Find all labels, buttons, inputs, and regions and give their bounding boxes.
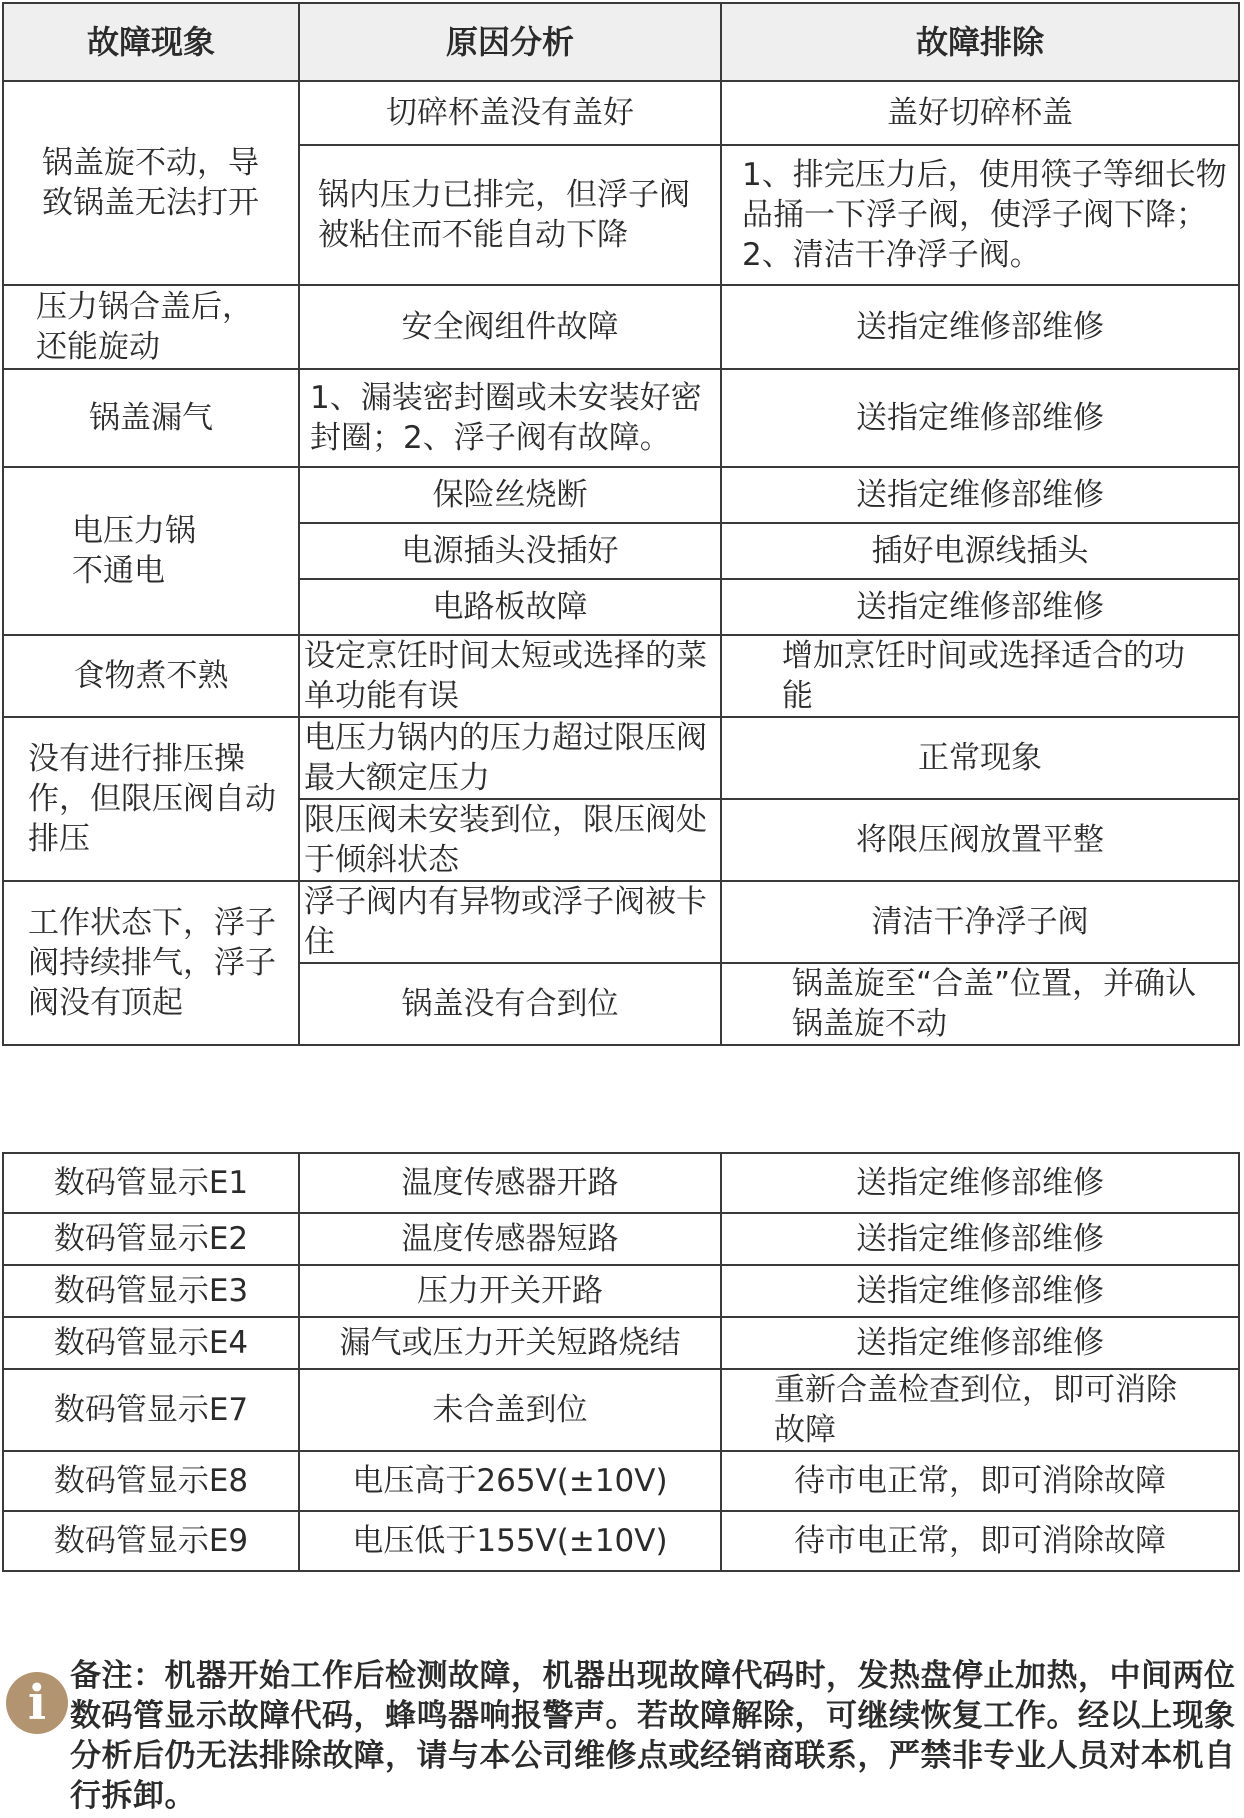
fix-cell: 盖好切碎杯盖 bbox=[721, 81, 1239, 145]
cause-cell: 电压力锅内的压力超过限压阀最大额定压力 bbox=[299, 717, 721, 799]
table-row bbox=[3, 285, 1239, 369]
table-row bbox=[3, 1451, 1239, 1511]
cause-cell: 漏气或压力开关短路烧结 bbox=[299, 1317, 721, 1369]
fix-cell: 将限压阀放置平整 bbox=[721, 799, 1239, 881]
info-icon: i bbox=[6, 1672, 68, 1734]
code-cell: 数码管显示E3 bbox=[3, 1265, 299, 1317]
remark-text: 备注：机器开始工作后检测故障，机器出现故障代码时，发热盘停止加热，中间两位数码管显示故障代码，蜂鸣器响报警声。若故障解除，可继续恢复工作。经以上现象分析后仍无法排除故障，请与本公司维修点或经销商联系，严禁非专业人员对本机自行拆卸。 bbox=[70, 1658, 1236, 1814]
fix-cell: 清洁干净浮子阀 bbox=[721, 881, 1239, 963]
fix-cell: 送指定维修部维修 bbox=[721, 1317, 1239, 1369]
fix-cell: 待市电正常，即可消除故障 bbox=[721, 1451, 1239, 1511]
header-fix: 故障排除 bbox=[721, 3, 1239, 81]
error-code-table bbox=[2, 1152, 1240, 1572]
cause-cell: 设定烹饪时间太短或选择的菜单功能有误 bbox=[299, 635, 721, 717]
fix-cell: 送指定维修部维修 bbox=[721, 467, 1239, 523]
fix-cell: 增加烹饪时间或选择适合的功能 bbox=[721, 635, 1239, 717]
table-row bbox=[3, 1265, 1239, 1317]
symptom-cell: 工作状态下，浮子阀持续排气，浮子阀没有顶起 bbox=[3, 881, 299, 1045]
fix-cell: 重新合盖检查到位，即可消除故障 bbox=[721, 1369, 1239, 1451]
table-row bbox=[3, 369, 1239, 467]
fix-cell: 送指定维修部维修 bbox=[721, 1265, 1239, 1317]
cause-cell: 温度传感器短路 bbox=[299, 1213, 721, 1265]
header-row bbox=[3, 3, 1239, 81]
fix-cell: 送指定维修部维修 bbox=[721, 285, 1239, 369]
table-row bbox=[3, 1317, 1239, 1369]
table-row bbox=[3, 1369, 1239, 1451]
table-row bbox=[3, 1153, 1239, 1213]
troubleshooting-table bbox=[2, 2, 1240, 1046]
header-symptom: 故障现象 bbox=[3, 3, 299, 81]
cause-cell: 电压低于155V(±10V) bbox=[299, 1511, 721, 1571]
code-cell: 数码管显示E2 bbox=[3, 1213, 299, 1265]
cause-cell: 温度传感器开路 bbox=[299, 1153, 721, 1213]
cause-cell: 浮子阀内有异物或浮子阀被卡住 bbox=[299, 881, 721, 963]
header-cause: 原因分析 bbox=[299, 3, 721, 81]
code-cell: 数码管显示E9 bbox=[3, 1511, 299, 1571]
cause-cell: 1、漏装密封圈或未安装好密封圈；2、浮子阀有故障。 bbox=[299, 369, 721, 467]
cause-cell: 安全阀组件故障 bbox=[299, 285, 721, 369]
fix-cell: 送指定维修部维修 bbox=[721, 1153, 1239, 1213]
fix-cell: 送指定维修部维修 bbox=[721, 579, 1239, 635]
symptom-cell: 电压力锅不通电 bbox=[3, 467, 299, 635]
cause-cell: 电源插头没插好 bbox=[299, 523, 721, 579]
table-row bbox=[3, 1213, 1239, 1265]
symptom-cell: 压力锅合盖后，还能旋动 bbox=[3, 285, 299, 369]
fix-cell: 插好电源线插头 bbox=[721, 523, 1239, 579]
symptom-cell: 没有进行排压操作，但限压阀自动排压 bbox=[3, 717, 299, 881]
cause-cell: 限压阀未安装到位，限压阀处于倾斜状态 bbox=[299, 799, 721, 881]
code-cell: 数码管显示E8 bbox=[3, 1451, 299, 1511]
fix-cell: 锅盖旋至“合盖”位置，并确认锅盖旋不动 bbox=[721, 963, 1239, 1045]
code-cell: 数码管显示E7 bbox=[3, 1369, 299, 1451]
table-row bbox=[3, 881, 1239, 963]
code-cell: 数码管显示E4 bbox=[3, 1317, 299, 1369]
fix-cell: 正常现象 bbox=[721, 717, 1239, 799]
cause-cell: 锅内压力已排完，但浮子阀被粘住而不能自动下降 bbox=[299, 145, 721, 285]
symptom-cell: 锅盖漏气 bbox=[3, 369, 299, 467]
cause-cell: 保险丝烧断 bbox=[299, 467, 721, 523]
symptom-cell: 食物煮不熟 bbox=[3, 635, 299, 717]
cause-cell: 压力开关开路 bbox=[299, 1265, 721, 1317]
code-cell: 数码管显示E1 bbox=[3, 1153, 299, 1213]
cause-cell: 未合盖到位 bbox=[299, 1369, 721, 1451]
cause-cell: 锅盖没有合到位 bbox=[299, 963, 721, 1045]
fix-cell: 1、排完压力后，使用筷子等细长物品捅一下浮子阀，使浮子阀下降；2、清洁干净浮子阀。 bbox=[721, 145, 1239, 285]
symptom-cell: 锅盖旋不动，导致锅盖无法打开 bbox=[3, 81, 299, 285]
table-row bbox=[3, 467, 1239, 523]
cause-cell: 电压高于265V(±10V) bbox=[299, 1451, 721, 1511]
cause-cell: 切碎杯盖没有盖好 bbox=[299, 81, 721, 145]
cause-cell: 电路板故障 bbox=[299, 579, 721, 635]
fix-cell: 待市电正常，即可消除故障 bbox=[721, 1511, 1239, 1571]
table-row bbox=[3, 717, 1239, 799]
table-row bbox=[3, 81, 1239, 145]
fix-cell: 送指定维修部维修 bbox=[721, 369, 1239, 467]
fix-cell: 送指定维修部维修 bbox=[721, 1213, 1239, 1265]
table-row bbox=[3, 1511, 1239, 1571]
table-row bbox=[3, 635, 1239, 717]
